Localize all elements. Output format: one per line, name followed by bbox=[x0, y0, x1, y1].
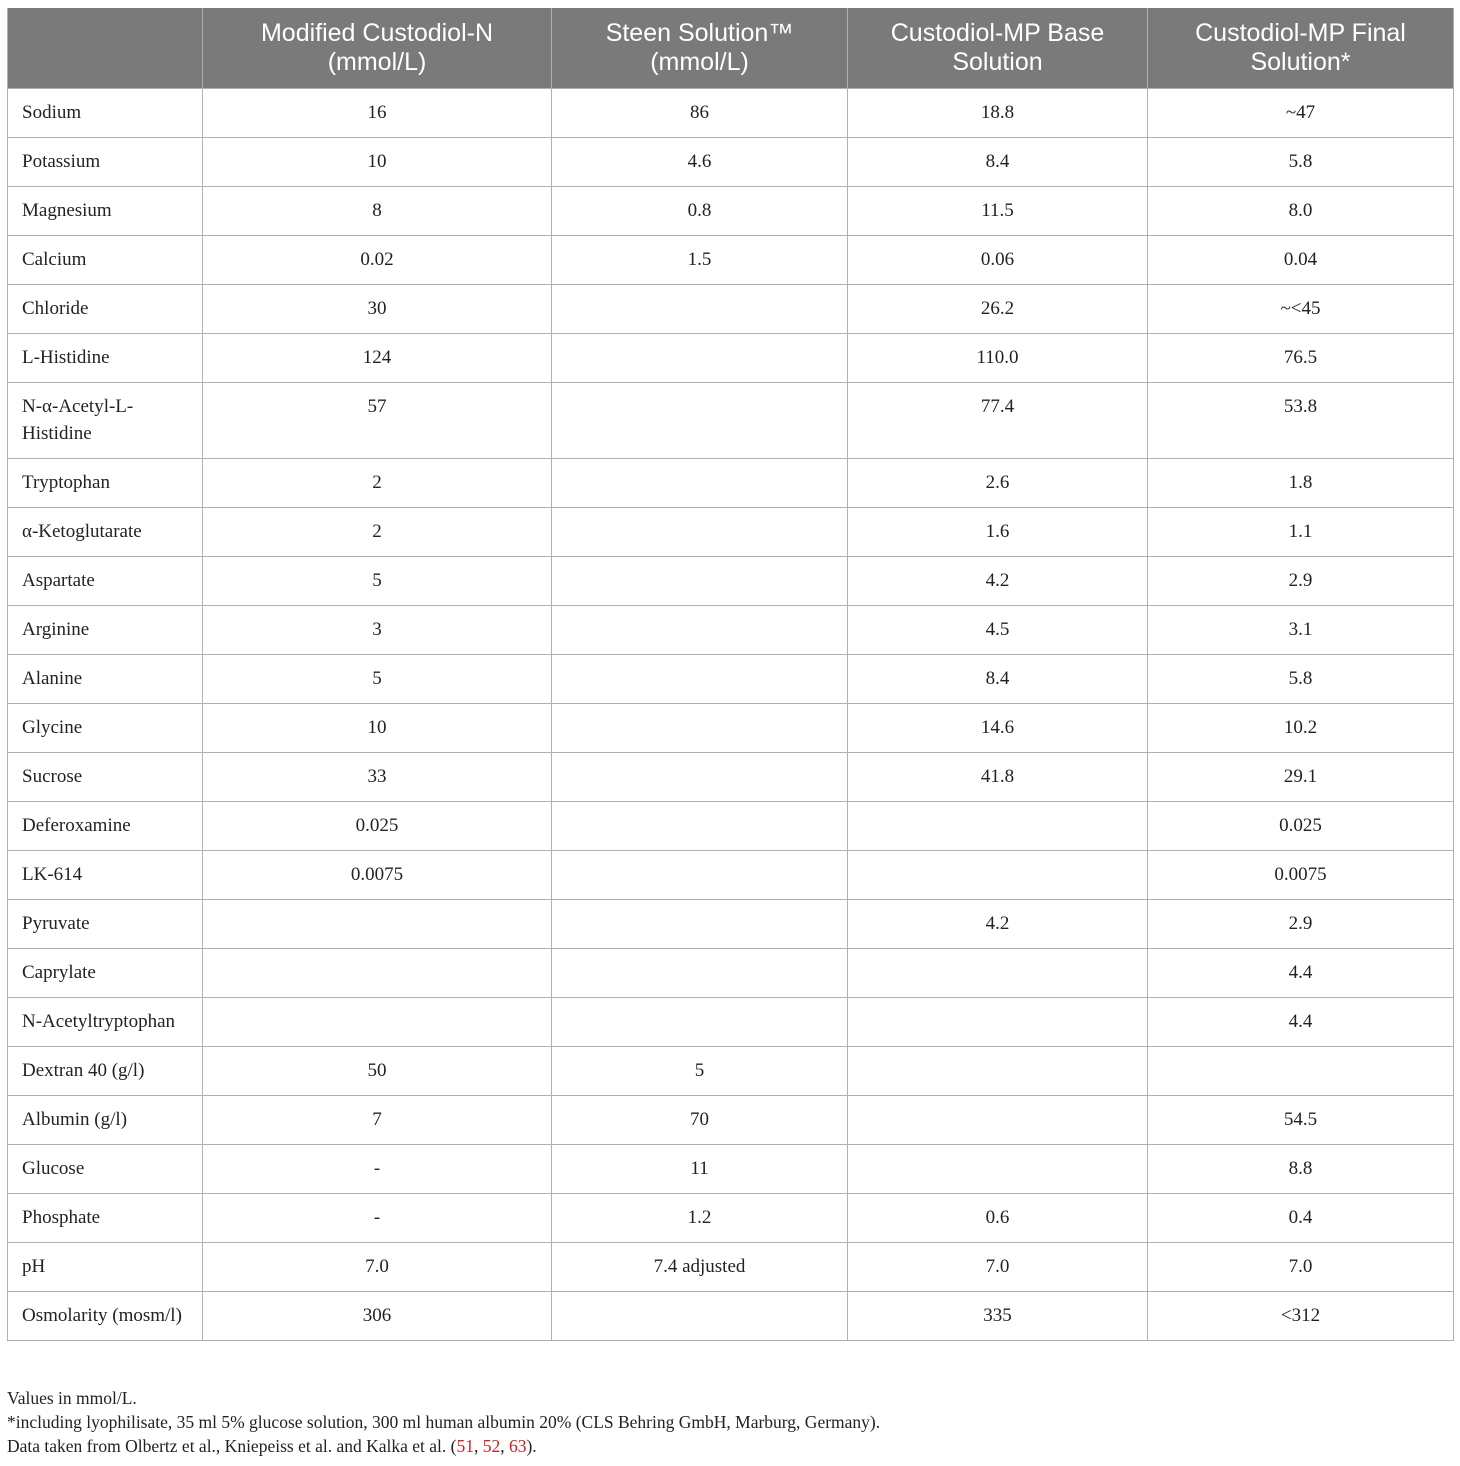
table-cell: ~<45 bbox=[1148, 285, 1454, 334]
table-cell bbox=[552, 285, 848, 334]
row-label: Sodium bbox=[8, 89, 203, 138]
table-cell: 7.4 adjusted bbox=[552, 1243, 848, 1292]
header-cell-2: Steen Solution™ (mmol/L) bbox=[552, 8, 848, 89]
table-cell: 0.8 bbox=[552, 187, 848, 236]
table-cell: 76.5 bbox=[1148, 334, 1454, 383]
table-row bbox=[8, 557, 1454, 606]
table-cell: 5 bbox=[552, 1047, 848, 1096]
table-row bbox=[8, 383, 1454, 459]
table-row bbox=[8, 236, 1454, 285]
table-cell: 2.9 bbox=[1148, 557, 1454, 606]
row-label: Osmolarity (mosm/l) bbox=[8, 1292, 203, 1341]
table-row bbox=[8, 606, 1454, 655]
table-cell: 3.1 bbox=[1148, 606, 1454, 655]
row-label: Pyruvate bbox=[8, 900, 203, 949]
table-cell bbox=[848, 949, 1148, 998]
table-cell bbox=[552, 508, 848, 557]
table-cell bbox=[848, 802, 1148, 851]
row-label: Arginine bbox=[8, 606, 203, 655]
table-cell: 41.8 bbox=[848, 753, 1148, 802]
table-cell: 11 bbox=[552, 1145, 848, 1194]
table-cell bbox=[203, 949, 552, 998]
header-cell-4: Custodiol-MP Final Solution* bbox=[1148, 8, 1454, 89]
table-cell bbox=[203, 900, 552, 949]
table-row bbox=[8, 1194, 1454, 1243]
row-label: N-α-Acetyl-L-Histidine bbox=[8, 383, 203, 459]
table-cell bbox=[848, 1145, 1148, 1194]
table-cell: 26.2 bbox=[848, 285, 1148, 334]
table-cell: 29.1 bbox=[1148, 753, 1454, 802]
table-cell: 16 bbox=[203, 89, 552, 138]
table-cell: - bbox=[203, 1145, 552, 1194]
row-label: Albumin (g/l) bbox=[8, 1096, 203, 1145]
row-label: Phosphate bbox=[8, 1194, 203, 1243]
reference-link-52[interactable]: 52 bbox=[482, 1436, 501, 1456]
table-cell bbox=[848, 1047, 1148, 1096]
table-cell: 335 bbox=[848, 1292, 1148, 1341]
row-label: Caprylate bbox=[8, 949, 203, 998]
table-cell bbox=[552, 949, 848, 998]
row-label: LK-614 bbox=[8, 851, 203, 900]
table-cell: 11.5 bbox=[848, 187, 1148, 236]
table-cell: <312 bbox=[1148, 1292, 1454, 1341]
table-cell: 1.2 bbox=[552, 1194, 848, 1243]
table-cell: 53.8 bbox=[1148, 383, 1454, 459]
table-cell: 77.4 bbox=[848, 383, 1148, 459]
row-label: N-Acetyltryptophan bbox=[8, 998, 203, 1047]
table-cell: 0.0075 bbox=[203, 851, 552, 900]
table-row bbox=[8, 802, 1454, 851]
row-label: Chloride bbox=[8, 285, 203, 334]
row-label: Potassium bbox=[8, 138, 203, 187]
table-cell: 57 bbox=[203, 383, 552, 459]
table-cell bbox=[552, 998, 848, 1047]
table-cell: 0.0075 bbox=[1148, 851, 1454, 900]
table-cell: 4.2 bbox=[848, 557, 1148, 606]
table-header bbox=[8, 8, 1454, 89]
table-cell: 0.02 bbox=[203, 236, 552, 285]
table-cell: 1.8 bbox=[1148, 459, 1454, 508]
header-row bbox=[8, 8, 1454, 89]
table-row bbox=[8, 1243, 1454, 1292]
row-label: Tryptophan bbox=[8, 459, 203, 508]
table-cell: 5.8 bbox=[1148, 655, 1454, 704]
table-cell: 2.9 bbox=[1148, 900, 1454, 949]
table-cell: 1.6 bbox=[848, 508, 1148, 557]
table-cell: 8.4 bbox=[848, 655, 1148, 704]
row-label: Alanine bbox=[8, 655, 203, 704]
table-cell bbox=[848, 1096, 1148, 1145]
header-cell-1: Modified Custodiol-N (mmol/L) bbox=[203, 8, 552, 89]
table-cell: 2.6 bbox=[848, 459, 1148, 508]
source-note: Data taken from Olbertz et al., Kniepeiss et al. and Kalka et al. (51, 52, 63). bbox=[7, 1436, 537, 1456]
row-label: Glucose bbox=[8, 1145, 203, 1194]
row-label: L-Histidine bbox=[8, 334, 203, 383]
table-cell: 5.8 bbox=[1148, 138, 1454, 187]
table-cell: 4.4 bbox=[1148, 998, 1454, 1047]
table-row bbox=[8, 655, 1454, 704]
row-label: pH bbox=[8, 1243, 203, 1292]
table-row bbox=[8, 1292, 1454, 1341]
table-cell: 86 bbox=[552, 89, 848, 138]
reference-link-51[interactable]: 51 bbox=[456, 1436, 474, 1456]
table-cell: 5 bbox=[203, 655, 552, 704]
table-cell: 70 bbox=[552, 1096, 848, 1145]
table-cell: 2 bbox=[203, 508, 552, 557]
header-cell-blank bbox=[8, 8, 203, 89]
source-prefix: Data taken from Olbertz et al., Kniepeiss et al. and Kalka et al. ( bbox=[7, 1436, 457, 1456]
table-cell: 4.6 bbox=[552, 138, 848, 187]
table-cell: 14.6 bbox=[848, 704, 1148, 753]
table-row bbox=[8, 285, 1454, 334]
source-suffix: ). bbox=[526, 1436, 537, 1456]
table-cell: 124 bbox=[203, 334, 552, 383]
table-row bbox=[8, 998, 1454, 1047]
table-row bbox=[8, 334, 1454, 383]
table-cell: 8 bbox=[203, 187, 552, 236]
table-footnotes bbox=[7, 1386, 880, 1458]
table-row bbox=[8, 89, 1454, 138]
table-cell bbox=[552, 459, 848, 508]
table-row bbox=[8, 138, 1454, 187]
table-cell: 0.025 bbox=[203, 802, 552, 851]
table-cell bbox=[848, 851, 1148, 900]
table-cell bbox=[552, 655, 848, 704]
table-cell bbox=[552, 704, 848, 753]
table-cell: 50 bbox=[203, 1047, 552, 1096]
table-cell bbox=[552, 851, 848, 900]
row-label: Magnesium bbox=[8, 187, 203, 236]
table-cell: 7 bbox=[203, 1096, 552, 1145]
row-label: Deferoxamine bbox=[8, 802, 203, 851]
table-cell: 0.04 bbox=[1148, 236, 1454, 285]
row-label: α-Ketoglutarate bbox=[8, 508, 203, 557]
table-row bbox=[8, 900, 1454, 949]
table-cell bbox=[552, 557, 848, 606]
row-label: Calcium bbox=[8, 236, 203, 285]
table-cell bbox=[1148, 1047, 1454, 1096]
table-cell bbox=[552, 1292, 848, 1341]
row-label: Sucrose bbox=[8, 753, 203, 802]
table-cell: 10.2 bbox=[1148, 704, 1454, 753]
table-cell: 2 bbox=[203, 459, 552, 508]
composition-table-container bbox=[7, 8, 1453, 1341]
table-cell: 0.025 bbox=[1148, 802, 1454, 851]
table-row bbox=[8, 753, 1454, 802]
table-cell: 110.0 bbox=[848, 334, 1148, 383]
table-cell: 5 bbox=[203, 557, 552, 606]
table-cell: 306 bbox=[203, 1292, 552, 1341]
table-cell: 8.8 bbox=[1148, 1145, 1454, 1194]
units-note: Values in mmol/L. bbox=[7, 1388, 137, 1408]
table-cell bbox=[552, 383, 848, 459]
table-cell: 4.4 bbox=[1148, 949, 1454, 998]
table-row bbox=[8, 459, 1454, 508]
table-cell: 8.0 bbox=[1148, 187, 1454, 236]
table-cell bbox=[552, 900, 848, 949]
table-row bbox=[8, 1047, 1454, 1096]
table-cell: 7.0 bbox=[848, 1243, 1148, 1292]
table-cell: 0.06 bbox=[848, 236, 1148, 285]
table-cell bbox=[552, 334, 848, 383]
row-label: Aspartate bbox=[8, 557, 203, 606]
table-row bbox=[8, 508, 1454, 557]
table-cell: 10 bbox=[203, 704, 552, 753]
table-cell: 33 bbox=[203, 753, 552, 802]
row-label: Glycine bbox=[8, 704, 203, 753]
table-cell bbox=[552, 802, 848, 851]
row-label: Dextran 40 (g/l) bbox=[8, 1047, 203, 1096]
table-cell: 54.5 bbox=[1148, 1096, 1454, 1145]
reference-link-63[interactable]: 63 bbox=[508, 1436, 527, 1456]
table-cell: 3 bbox=[203, 606, 552, 655]
table-row bbox=[8, 187, 1454, 236]
table-cell: 8.4 bbox=[848, 138, 1148, 187]
table-cell: 4.2 bbox=[848, 900, 1148, 949]
table-cell: 7.0 bbox=[203, 1243, 552, 1292]
table-cell: 0.6 bbox=[848, 1194, 1148, 1243]
table-cell: 1.5 bbox=[552, 236, 848, 285]
table-cell: ~47 bbox=[1148, 89, 1454, 138]
table-row bbox=[8, 704, 1454, 753]
table-cell bbox=[552, 753, 848, 802]
table-cell: 18.8 bbox=[848, 89, 1148, 138]
table-row bbox=[8, 851, 1454, 900]
asterisk-note: *including lyophilisate, 35 ml 5% glucose solution, 300 ml human albumin 20% (CLS Behring GmbH, Marburg, Germany). bbox=[7, 1412, 881, 1432]
composition-table bbox=[7, 8, 1454, 1341]
table-cell: 1.1 bbox=[1148, 508, 1454, 557]
table-cell: 30 bbox=[203, 285, 552, 334]
table-cell: 0.4 bbox=[1148, 1194, 1454, 1243]
table-row bbox=[8, 949, 1454, 998]
table-cell: 10 bbox=[203, 138, 552, 187]
table-cell: - bbox=[203, 1194, 552, 1243]
table-cell: 7.0 bbox=[1148, 1243, 1454, 1292]
header-cell-3: Custodiol-MP Base Solution bbox=[848, 8, 1148, 89]
table-cell bbox=[552, 606, 848, 655]
table-cell: 4.5 bbox=[848, 606, 1148, 655]
table-body bbox=[8, 89, 1454, 1341]
table-row bbox=[8, 1096, 1454, 1145]
table-cell bbox=[848, 998, 1148, 1047]
table-row bbox=[8, 1145, 1454, 1194]
table-cell bbox=[203, 998, 552, 1047]
